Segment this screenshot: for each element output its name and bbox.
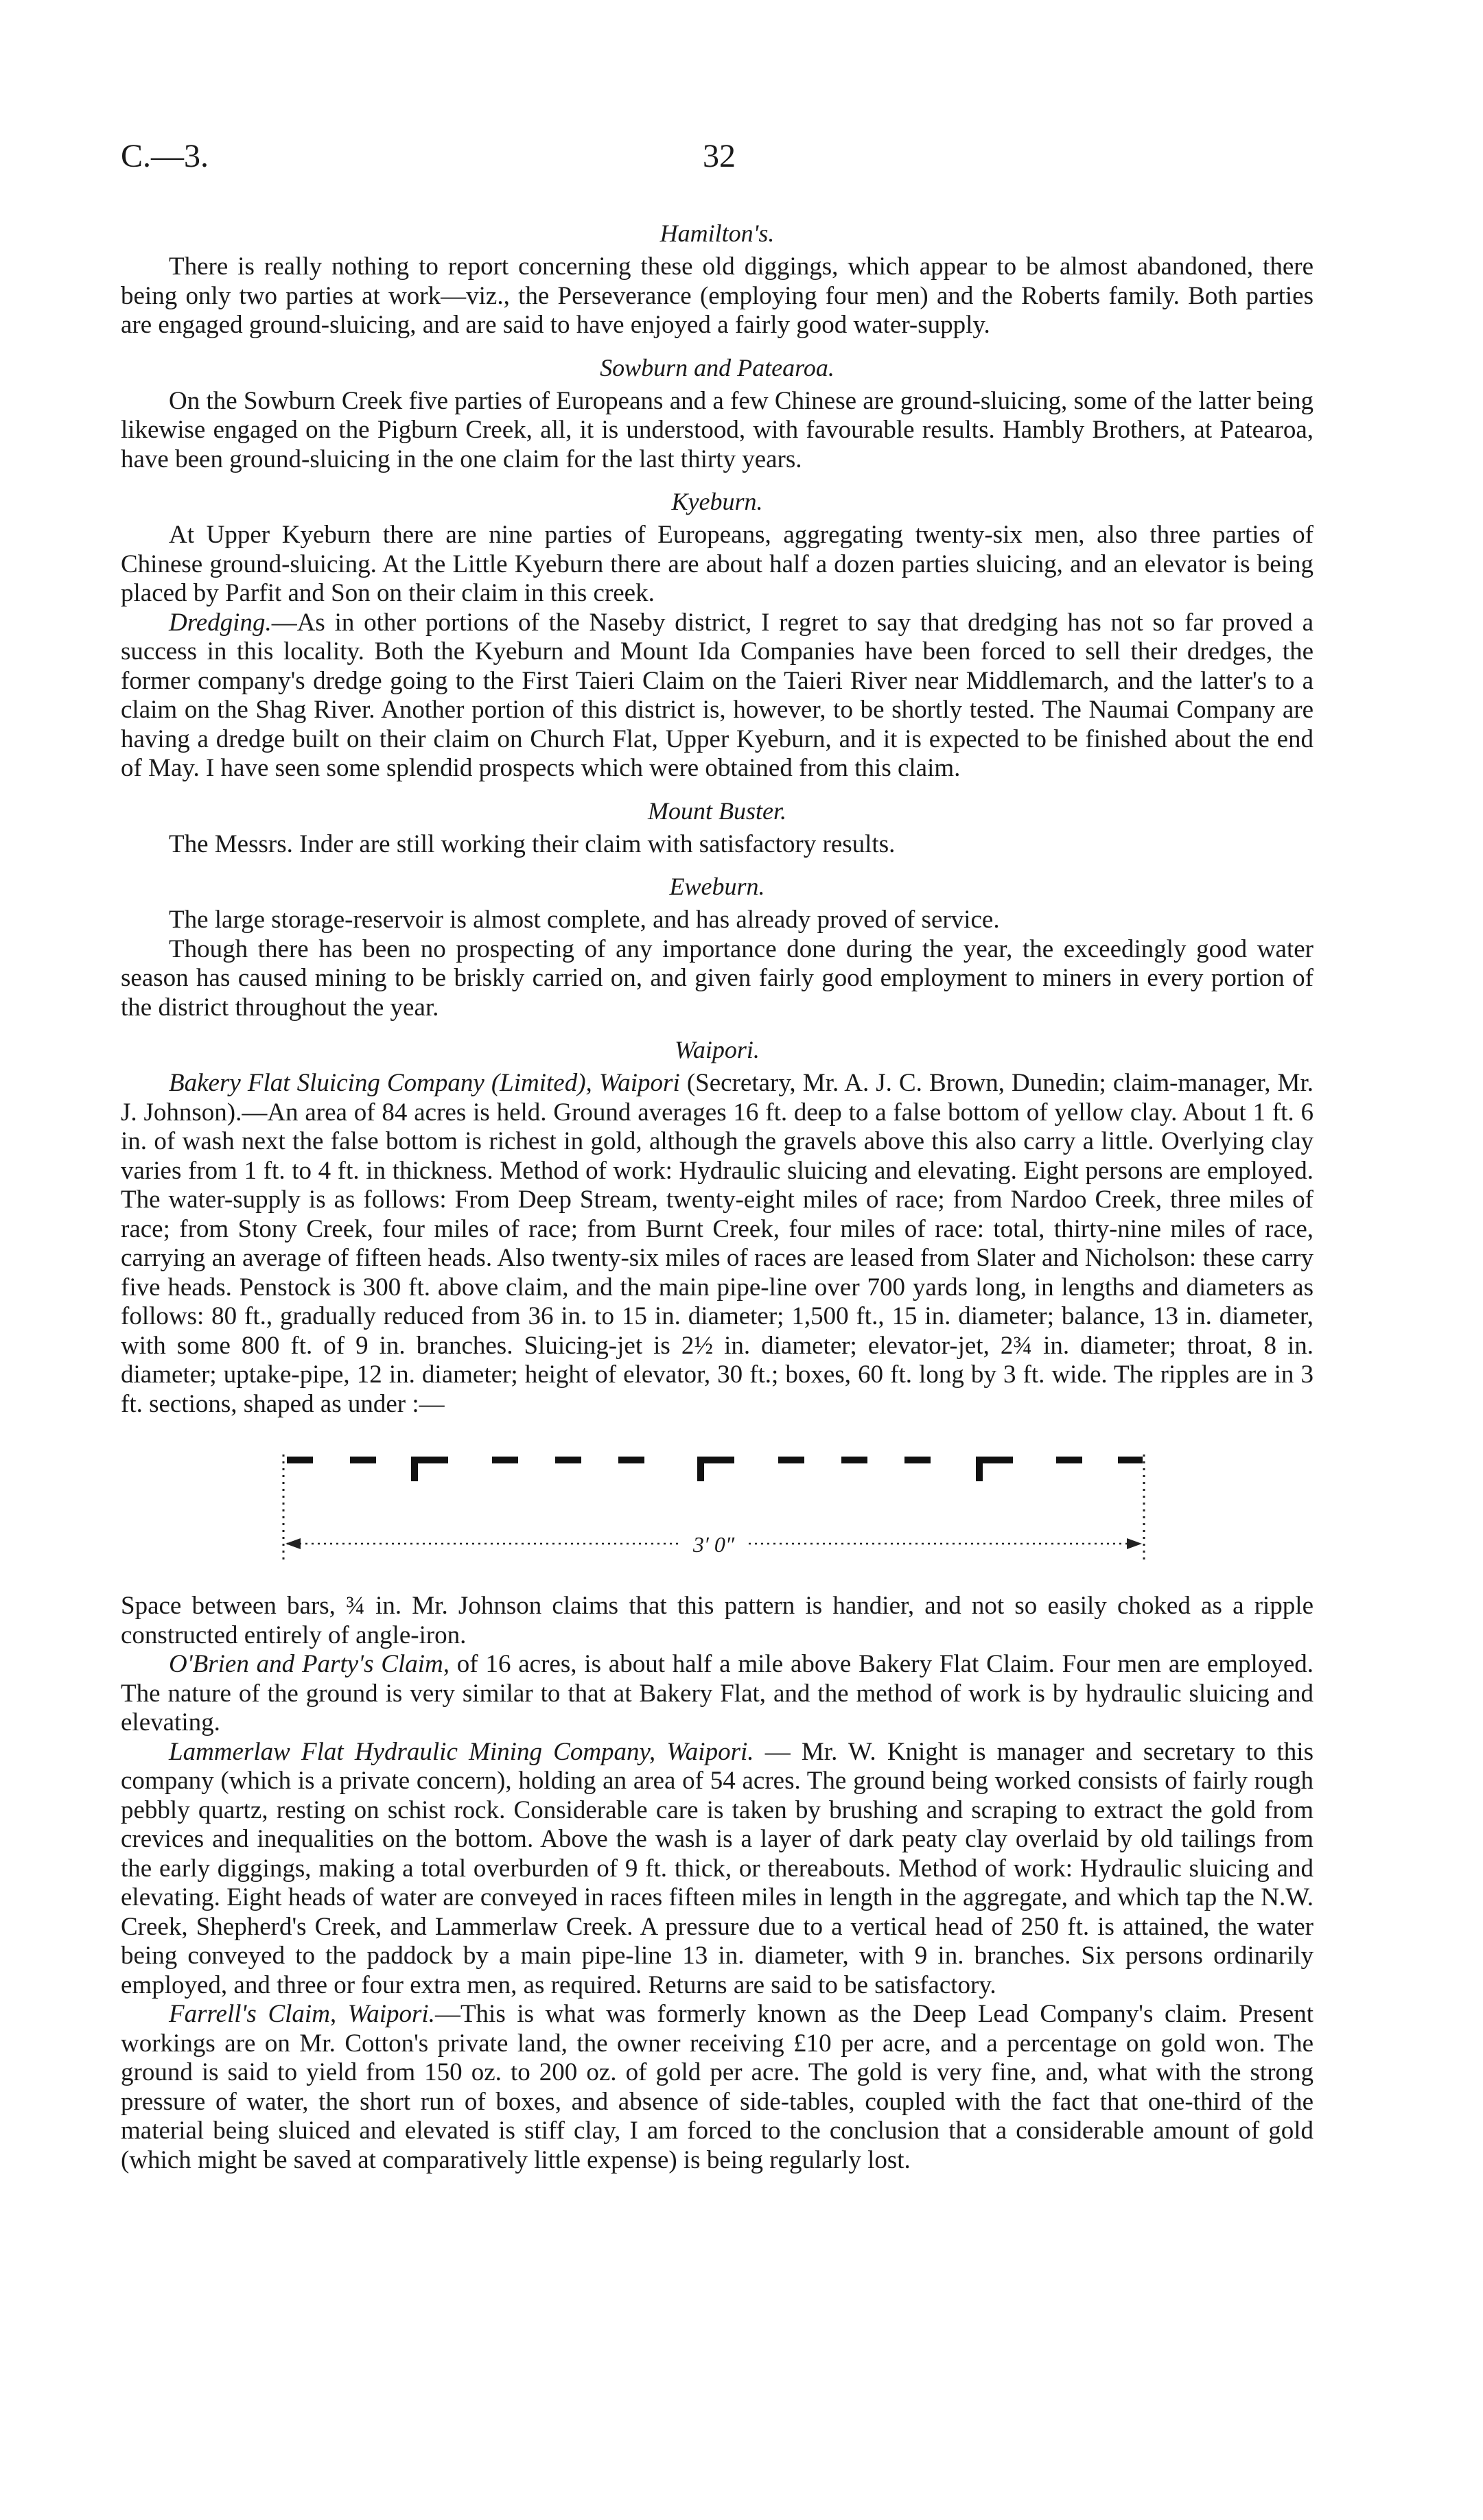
paragraph-lead: Lammerlaw Flat Hydraulic Mining Company, Waipori. <box>169 1737 754 1766</box>
paragraph-lead: Bakery Flat Sluicing Company (Limited), Waipori <box>169 1069 680 1097</box>
section-title-mount-buster: Mount Buster. <box>648 797 786 825</box>
paragraph-text: At Upper Kyeburn there are nine parties of Europeans, aggregating twenty-six men, also three parties of Chinese ground-sluicing. At the Little Kyeburn there are about half a dozen parties sluicing, and an elevator is being placed by Parfit and Son on their claim in this creek. <box>121 521 1313 607</box>
ripple-bar <box>350 1457 376 1463</box>
paragraph-lead: Dredging. <box>169 608 272 637</box>
paragraph <box>121 521 1313 609</box>
paragraph-text: —This is what was formerly known as the Deep Lead Company's claim. Present workings are on Mr. Cotton's private land, the owner receiving £10 per acre, and a percentage on gold won. The ground is said to yield from 150 oz. to 200 oz. of gold per acre. The gold is very fine, and, what with the strong pressure of water, the short run of boxes, and absence of side-tables, coupled with the fact that one-third of the material being sluiced and elevated is stiff clay, I am forced to the conclusion that a considerable amount of gold (which might be saved at comparatively little expense) is being regularly lost. <box>121 2000 1313 2174</box>
ripple-bar <box>1056 1457 1082 1463</box>
paragraph <box>121 2000 1313 2175</box>
paragraph <box>121 1738 1313 2001</box>
ripple-angle-iron <box>697 1457 734 1481</box>
paragraph-text: The large storage-reservoir is almost complete, and has already proved of service. <box>169 906 1000 934</box>
section-title-eweburn: Eweburn. <box>669 873 765 900</box>
page-number: 32 <box>703 138 736 174</box>
ripple-bar <box>287 1457 313 1463</box>
ripple-bar <box>492 1457 518 1463</box>
paragraph-text: — Mr. W. Knight is manager and secretary to this company (which is a private concern), holding an area of 54 acres. The ground being worked consists of fairly rough pebbly quartz, resting on schist rock. Considerable care is taken by brushing and scraping to extract the gold from crevices and inequalities on the bottom. Above the wash is a layer of dark peaty clay overlaid by old tailings from the early diggings, making a total overburden of 9 ft. thick, or thereabouts. Method of work: Hydraulic sluicing and elevating. Eight heads of water are conveyed in races fifteen miles in length in the aggregate, and which tap the N.W. Creek, Shepherd's Creek, and Lammerlaw Creek. A pressure due to a vertical head of 250 ft. is attained, the water being conveyed to the paddock by a main pipe-line 13 in. diameter, with 9 in. branches. Six persons ordinarily employed, and three or four extra men, as required. Returns are said to be satisfactory. <box>121 1737 1313 1999</box>
section-title-sowburn: Sowburn and Patearoa. <box>600 353 834 381</box>
page-header-code: C.—3. <box>121 138 209 174</box>
dimension-arrowhead-right <box>1127 1538 1142 1549</box>
dimension-arrowhead-left <box>285 1538 301 1549</box>
paragraph <box>121 935 1313 1023</box>
paragraph <box>121 252 1313 340</box>
ripple-angle-iron <box>411 1457 448 1481</box>
paragraph <box>121 1069 1313 1419</box>
paragraph-text: (Secretary, Mr. A. J. C. Brown, Dunedin; claim-manager, Mr. J. Johnson).—An area of 84 acres is held. Ground averages 16 ft. deep to a false bottom of yellow clay. About 1 ft. 6 in. of wash next the false bottom is richest in gold, although the gravels above this also carry a little. Overlying clay varies from 1 ft. to 4 ft. in thickness. Method of work: Hydraulic sluicing and elevating. Eight persons are employed. The water-supply is as follows: From Deep Stream, twenty-eight miles of race; from Nardoo Creek, three miles of race; from Stony Creek, four miles of race; from Burnt Creek, four miles of race: total, thirty-nine miles of race, carrying an average of fifteen heads. Also twenty-six miles of races are leased from Slater and Nicholson: these carry five heads. Penstock is 300 ft. above claim, and the main pipe-line over 700 yards long, in lengths and diameters as follows: 80 ft., gradually reduced from 36 in. to 15 in. diameter; 1,500 ft., 15 in. diameter; balance, 13 in. diameter, with some 800 ft. of 9 in. branches. Sluicing-jet is 2½ in. diameter; elevator-jet, 2¾ in. diameter; throat, 8 in. diameter; uptake-pipe, 12 in. diameter; height of elevator, 30 ft.; boxes, 60 ft. long by 3 ft. wide. The ripples are in 3 ft. sections, shaped as under :— <box>121 1069 1313 1418</box>
paragraph <box>121 1650 1313 1738</box>
paragraph-text: of 16 acres, is about half a mile above Bakery Flat Claim. Four men are employed. The nature of the ground is very similar to that at Bakery Flat, and the method of work is by hydraulic sluicing and elevating. <box>121 1650 1313 1736</box>
paragraph-text: There is really nothing to report concerning these old diggings, which appear to be almost abandoned, there being only two parties at work—viz., the Perseverance (employing four men) and the Roberts family. Both parties are engaged ground-sluicing, and are said to have enjoyed a fairly good water-supply. <box>121 252 1313 339</box>
paragraph <box>121 906 1313 935</box>
paragraph <box>121 609 1313 784</box>
ripple-bar <box>1118 1457 1143 1463</box>
section-title-kyeburn: Kyeburn. <box>671 488 763 515</box>
dimension-label: 3′ 0″ <box>692 1532 735 1557</box>
ripple-angle-iron <box>976 1457 1013 1481</box>
ripple-diagram-svg <box>121 1434 1313 1585</box>
section-title-hamiltons: Hamilton's. <box>659 220 775 247</box>
ripple-bar <box>778 1457 804 1463</box>
paragraph-text: —As in other portions of the Naseby district, I regret to say that dredging has not so far proved a success in this locality. Both the Kyeburn and Mount Ida Companies have been forced to sell their dredges, the former company's dredge going to the First Taieri Claim on the Taieri River near Middlemarch, and the latter's to a claim on the Shag River. Another portion of this district is, however, to be shortly tested. The Naumai Company are having a dredge built on their claim on Church Flat, Upper Kyeburn, and it is expected to be finished about the end of May. I have seen some splendid prospects which were obtained from this claim. <box>121 608 1313 782</box>
paragraph-text: The Messrs. Inder are still working their claim with satisfactory results. <box>169 829 896 858</box>
paragraph <box>121 830 1313 860</box>
paragraph-text: On the Sowburn Creek five parties of Europeans and a few Chinese are ground-sluicing, some of the latter being likewise engaged on the Pigburn Creek, all, it is understood, with favourable results. Hambly Brothers, at Patearoa, have been ground-sluicing in the one claim for the last thirty years. <box>121 386 1313 473</box>
paragraph <box>121 1592 1313 1650</box>
section-title-waipori: Waipori. <box>675 1036 760 1063</box>
ripple-bar <box>555 1457 581 1463</box>
ripple-bar <box>618 1457 644 1463</box>
ripple-bar <box>841 1457 867 1463</box>
paragraph-lead: Farrell's Claim, Waipori. <box>169 2000 435 2028</box>
paragraph-text: Space between bars, ¾ in. Mr. Johnson claims that this pattern is handier, and not so easily choked as a ripple constructed entirely of angle-iron. <box>121 1592 1313 1649</box>
ripple-bar <box>904 1457 931 1463</box>
page-body <box>121 206 1313 2175</box>
paragraph-lead: O'Brien and Party's Claim, <box>169 1650 449 1678</box>
paragraph <box>121 387 1313 475</box>
ripple-diagram <box>121 1434 1313 1585</box>
paragraph-text: Though there has been no prospecting of any importance done during the year, the exceedingly good water season has caused mining to be briskly carried on, and given fairly good employment to miners in every portion of the district throughout the year. <box>121 934 1313 1022</box>
